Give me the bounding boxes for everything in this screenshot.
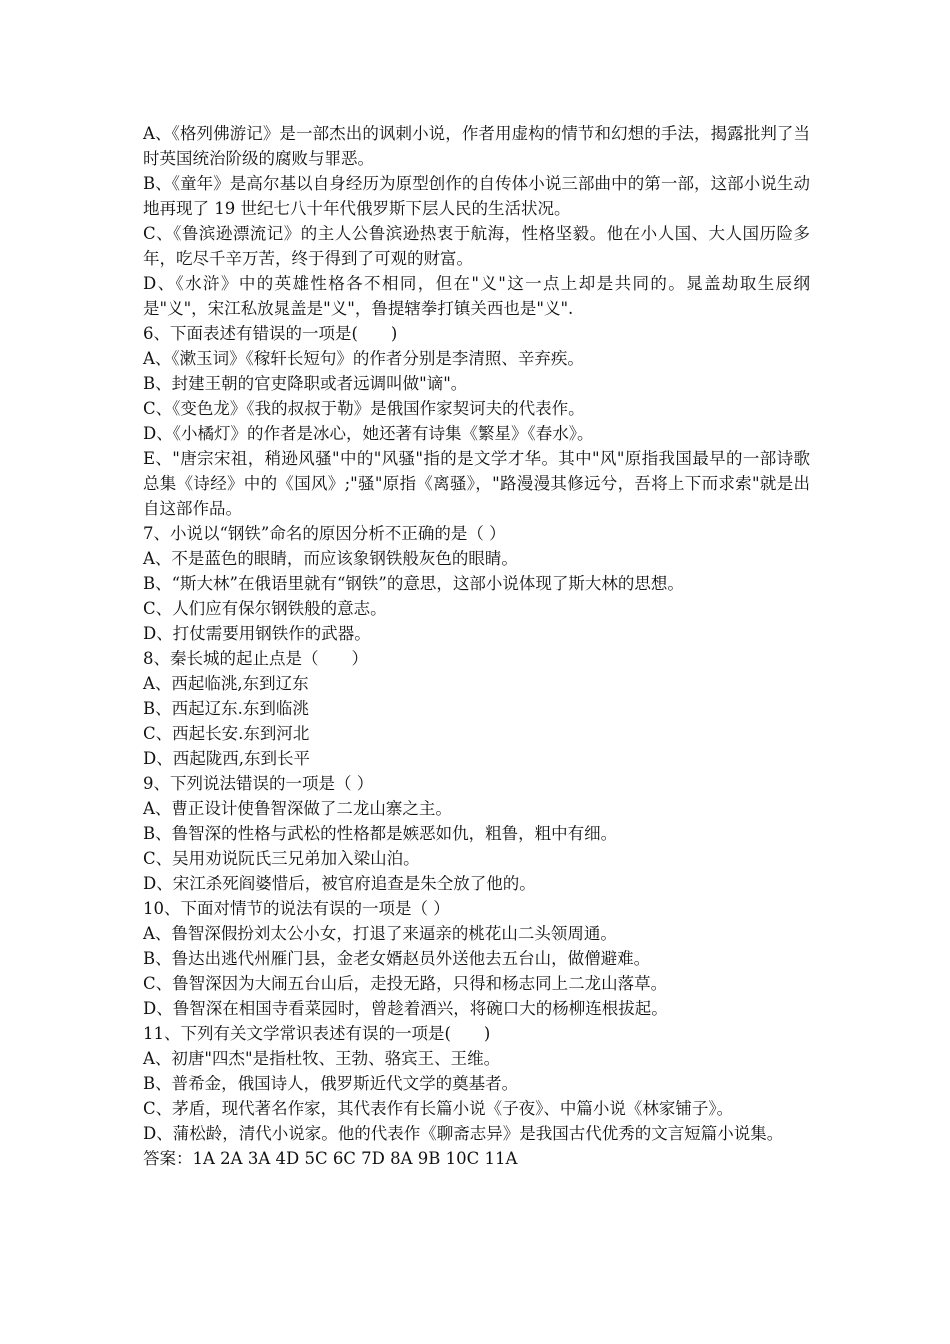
q8-option-c: C、西起长安.东到河北 (143, 724, 310, 743)
question-8: 8、秦长城的起止点是（ ） (143, 649, 368, 668)
question-10: 10、下面对情节的说法有误的一项是（ ） (143, 899, 450, 918)
q8-option-d: D、西起陇西,东到长平 (143, 749, 310, 768)
q6-option-a: A、《漱玉词》《稼轩长短句》的作者分别是李清照、辛弃疾。 (143, 349, 584, 368)
q6-option-d: D、《小橘灯》的作者是冰心，她还著有诗集《繁星》《春水》。 (143, 424, 594, 443)
option-b-childhood: B、《童年》是高尔基以自身经历为原型创作的自传体小说三部曲中的第一部，这部小说生动地再现了 19 世纪七八十年代俄罗斯下层人民的生活状况。 (143, 174, 810, 218)
q11-option-c: C、茅盾，现代著名作家，其代表作有长篇小说《子夜》、中篇小说《林家铺子》。 (143, 1099, 734, 1118)
q10-option-b: B、鲁达出逃代州雁门县，金老女婿赵员外送他去五台山，做僧避难。 (143, 949, 651, 968)
q11-option-a: A、初唐"四杰"是指杜牧、王勃、骆宾王、王维。 (143, 1049, 501, 1068)
q7-option-d: D、打仗需要用钢铁作的武器。 (143, 624, 371, 643)
q8-option-a: A、西起临洮,东到辽东 (143, 674, 309, 693)
option-c-robinson: C、《鲁滨逊漂流记》的主人公鲁滨逊热衷于航海，性格坚毅。他在小人国、大人国历险多年，吃尽千辛万苦，终于得到了可观的财富。 (143, 224, 810, 268)
question-6: 6、下面表述有错误的一项是( ) (143, 324, 398, 343)
document-body (143, 121, 810, 1171)
question-9: 9、下列说法错误的一项是（ ） (143, 774, 374, 793)
q9-option-c: C、吴用劝说阮氏三兄弟加入梁山泊。 (143, 849, 420, 868)
answer-key: 答案：1A 2A 3A 4D 5C 6C 7D 8A 9B 10C 11A (143, 1149, 518, 1168)
q6-option-e: E、"唐宗宋祖，稍逊风骚"中的"风骚"指的是文学才华。其中"风"原指我国最早的一部诗歌总集《诗经》中的《国风》;"骚"原指《离骚》，"路漫漫其修远兮，吾将上下而求索"就是出自这部作品。 (143, 449, 810, 518)
question-11: 11、下列有关文学常识表述有误的一项是( ) (143, 1024, 491, 1043)
q7-option-c: C、人们应有保尔钢铁般的意志。 (143, 599, 387, 618)
q9-option-a: A、曹正设计使鲁智深做了二龙山寨之主。 (143, 799, 452, 818)
q11-option-b: B、普希金，俄国诗人，俄罗斯近代文学的奠基者。 (143, 1074, 519, 1093)
option-a-gulliver: A、《格列佛游记》是一部杰出的讽刺小说，作者用虚构的情节和幻想的手法，揭露批判了当时英国统治阶级的腐败与罪恶。 (143, 124, 810, 168)
q9-option-b: B、鲁智深的性格与武松的性格都是嫉恶如仇，粗鲁，粗中有细。 (143, 824, 618, 843)
q10-option-c: C、鲁智深因为大闹五台山后，走投无路，只得和杨志同上二龙山落草。 (143, 974, 668, 993)
q7-option-a: A、不是蓝色的眼睛，而应该象钢铁般灰色的眼睛。 (143, 549, 518, 568)
q7-option-b: B、“斯大林”在俄语里就有“钢铁”的意思，这部小说体现了斯大林的思想。 (143, 574, 684, 593)
q10-option-d: D、鲁智深在相国寺看菜园时，曾趁着酒兴，将碗口大的杨柳连根拔起。 (143, 999, 668, 1018)
option-d-water-margin: D、《水浒》中的英雄性格各不相同，但在"义"这一点上却是共同的。晁盖劫取生辰纲是"义"，宋江私放晁盖是"义"，鲁提辖拳打镇关西也是"义". (143, 274, 810, 318)
q6-option-b: B、封建王朝的官吏降职或者远调叫做"谪"。 (143, 374, 468, 393)
question-7: 7、小说以“钢铁”命名的原因分析不正确的是（ ） (143, 524, 506, 543)
q10-option-a: A、鲁智深假扮刘太公小女，打退了来逼亲的桃花山二头领周通。 (143, 924, 617, 943)
q8-option-b: B、西起辽东.东到临洮 (143, 699, 309, 718)
q9-option-d: D、宋江杀死阎婆惜后，被官府追查是朱仝放了他的。 (143, 874, 536, 893)
q11-option-d: D、蒲松龄，清代小说家。他的代表作《聊斋志异》是我国古代优秀的文言短篇小说集。 (143, 1124, 784, 1143)
q6-option-c: C、《变色龙》《我的叔叔于勒》是俄国作家契诃夫的代表作。 (143, 399, 585, 418)
